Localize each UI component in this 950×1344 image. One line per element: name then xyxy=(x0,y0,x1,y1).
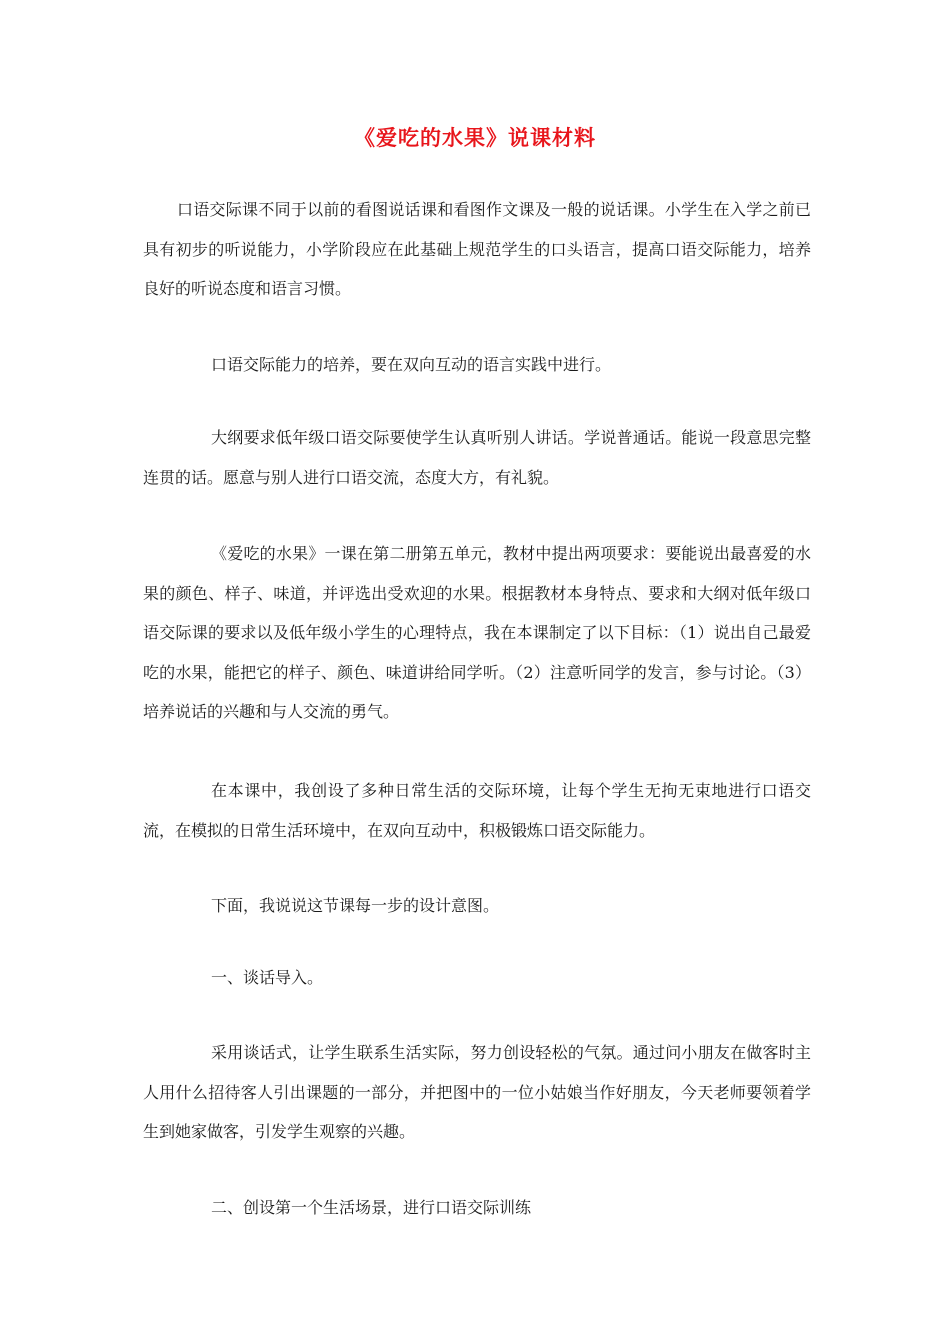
section-heading-2: 二、创设第一个生活场景，进行口语交际训练 xyxy=(211,1198,532,1217)
paragraph-design-intro: 下面，我说说这节课每一步的设计意图。 xyxy=(211,896,500,915)
paragraph-intro: 口语交际课不同于以前的看图说话课和看图作文课及一般的说话课。小学生在入学之前已具有初步的听说能力，小学阶段应在此基础上规范学生的口头语言，提高口语交际能力，培养良好的听说态度和语言习惯。 xyxy=(143,200,811,298)
document-title: 《爱吃的水果》说课材料 xyxy=(354,125,596,150)
paragraph-syllabus: 大纲要求低年级口语交际要使学生认真听别人讲话。学说普通话。能说一段意思完整连贯的话。愿意与别人进行口语交流，态度大方，有礼貌。 xyxy=(143,428,811,487)
paragraph-environment: 在本课中，我创设了多种日常生活的交际环境，让每个学生无拘无束地进行口语交流，在模拟的日常生活环境中，在双向互动中，积极锻炼口语交际能力。 xyxy=(143,781,811,840)
paragraph-lesson-goals: 《爱吃的水果》一课在第二册第五单元，教材中提出两项要求：要能说出最喜爱的水果的颜色、样子、味道，并评选出受欢迎的水果。根据教材本身特点、要求和大纲对低年级口语交际课的要求以及低年级小学生的心理特点，我在本课制定了以下目标：（1）说出自己最爱吃的水果，能把它的样子、颜色、味道讲给同学听。（2）注意听同学的发言，参与讨论。（3）培养说话的兴趣和与人交流的勇气。 xyxy=(143,544,811,721)
paragraph-section-1: 采用谈话式，让学生联系生活实际，努力创设轻松的气氛。通过问小朋友在做客时主人用什么招待客人引出课题的一部分，并把图中的一位小姑娘当作好朋友，今天老师要领着学生到她家做客，引发学生观察的兴趣。 xyxy=(143,1043,811,1141)
paragraph-ability: 口语交际能力的培养，要在双向互动的语言实践中进行。 xyxy=(211,355,612,374)
section-heading-1: 一、谈话导入。 xyxy=(211,968,324,987)
